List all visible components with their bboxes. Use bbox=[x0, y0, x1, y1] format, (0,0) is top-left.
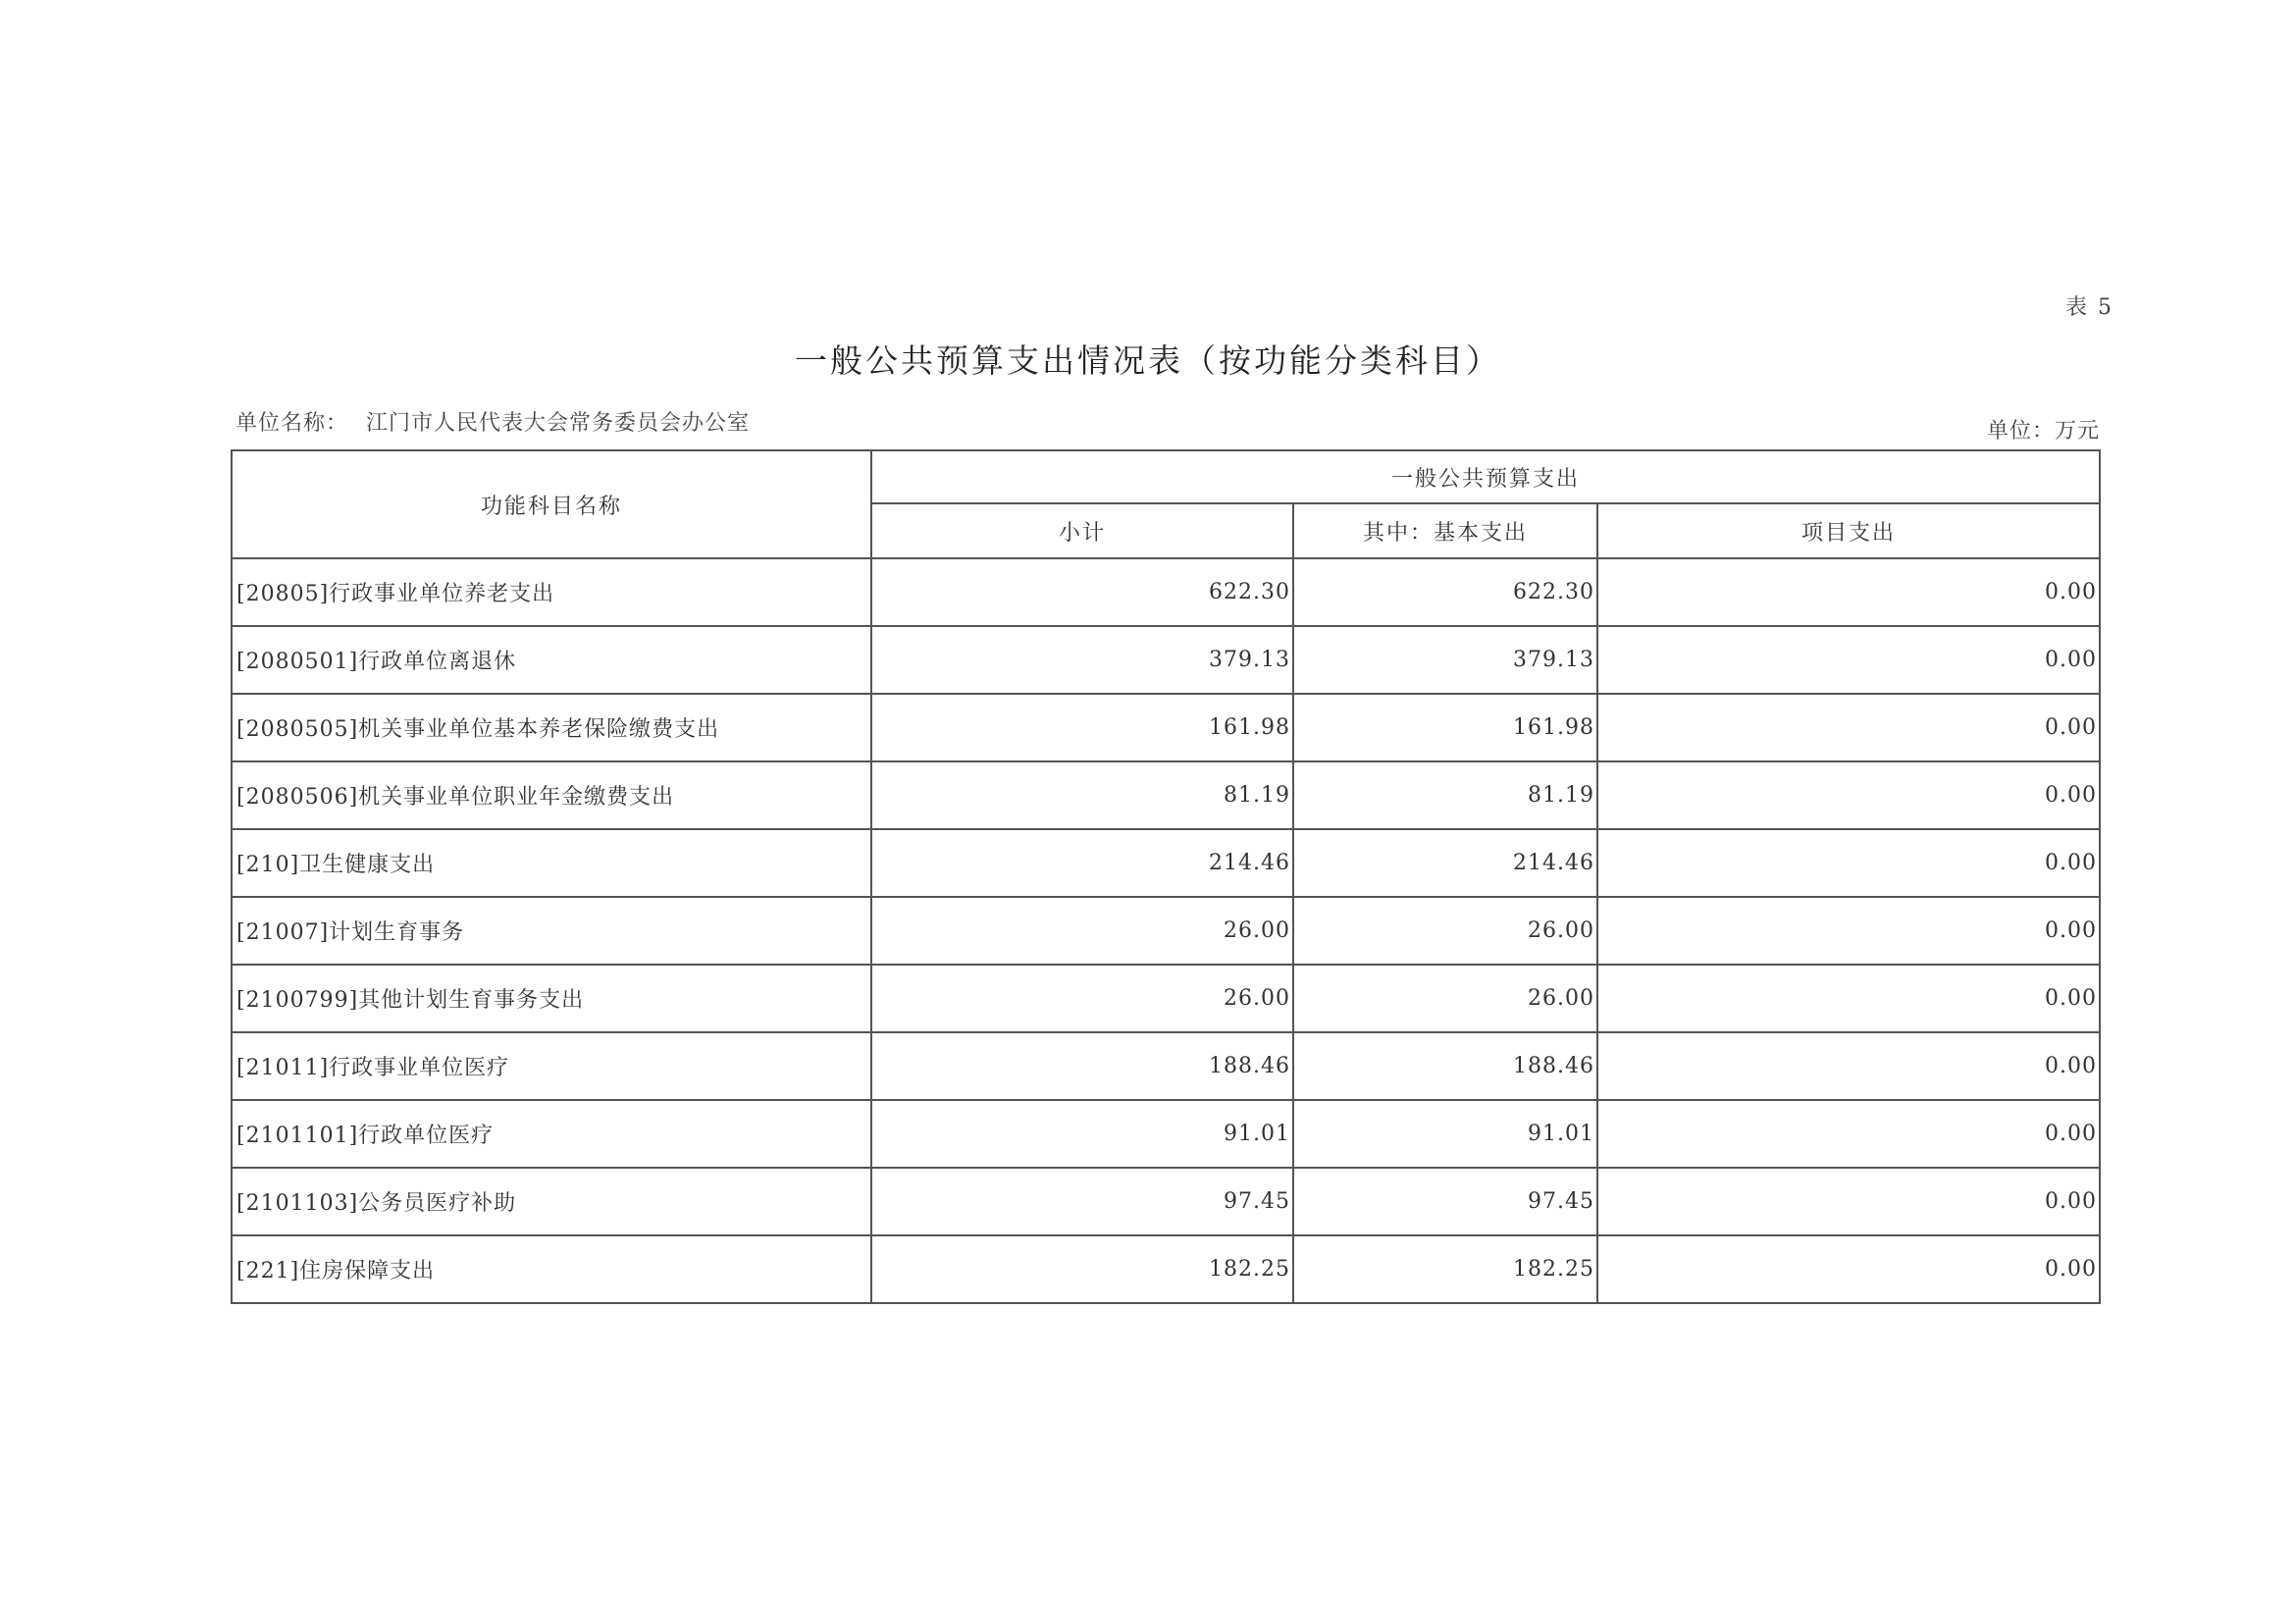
table-row bbox=[232, 558, 2100, 626]
row-name-cell: [21011]行政事业单位医疗 bbox=[232, 1032, 871, 1100]
currency-unit: 单位：万元 bbox=[1986, 419, 2100, 444]
document-title: 一般公共预算支出情况表（按功能分类科目） bbox=[795, 341, 1501, 380]
row-project-cell: 0.00 bbox=[1597, 761, 2100, 829]
row-project-cell: 0.00 bbox=[1597, 694, 2100, 761]
row-name-cell: [210]卫生健康支出 bbox=[232, 829, 871, 897]
row-subtotal-cell: 81.19 bbox=[871, 761, 1293, 829]
table-row bbox=[232, 897, 2100, 965]
table-row bbox=[232, 761, 2100, 829]
row-name-cell: [221]住房保障支出 bbox=[232, 1235, 871, 1303]
row-project-cell: 0.00 bbox=[1597, 897, 2100, 965]
row-basic-cell: 622.30 bbox=[1293, 558, 1597, 626]
header-budget-group: 一般公共预算支出 bbox=[871, 450, 2100, 503]
table-row bbox=[232, 829, 2100, 897]
row-basic-cell: 26.00 bbox=[1293, 965, 1597, 1032]
header-function-name: 功能科目名称 bbox=[232, 450, 871, 558]
row-project-cell: 0.00 bbox=[1597, 829, 2100, 897]
row-subtotal-cell: 26.00 bbox=[871, 965, 1293, 1032]
row-name-cell: [2100799]其他计划生育事务支出 bbox=[232, 965, 871, 1032]
table-row bbox=[232, 1235, 2100, 1303]
row-name-cell: [2101101]行政单位医疗 bbox=[232, 1100, 871, 1168]
row-basic-cell: 214.46 bbox=[1293, 829, 1597, 897]
unit-info-line bbox=[235, 406, 2100, 444]
table-row bbox=[232, 1168, 2100, 1235]
org-name: 江门市人民代表大会常务委员会办公室 bbox=[366, 411, 751, 436]
table-row bbox=[232, 694, 2100, 761]
row-project-cell: 0.00 bbox=[1597, 626, 2100, 694]
row-project-cell: 0.00 bbox=[1597, 965, 2100, 1032]
row-name-cell: [2080506]机关事业单位职业年金缴费支出 bbox=[232, 761, 871, 829]
row-subtotal-cell: 214.46 bbox=[871, 829, 1293, 897]
row-project-cell: 0.00 bbox=[1597, 1032, 2100, 1100]
header-subtotal: 小计 bbox=[871, 503, 1293, 558]
row-project-cell: 0.00 bbox=[1597, 558, 2100, 626]
row-basic-cell: 161.98 bbox=[1293, 694, 1597, 761]
table-number: 表 5 bbox=[2065, 295, 2113, 320]
row-subtotal-cell: 97.45 bbox=[871, 1168, 1293, 1235]
row-name-cell: [2080505]机关事业单位基本养老保险缴费支出 bbox=[232, 694, 871, 761]
table-row bbox=[232, 626, 2100, 694]
row-project-cell: 0.00 bbox=[1597, 1100, 2100, 1168]
header-project: 项目支出 bbox=[1597, 503, 2100, 558]
row-basic-cell: 81.19 bbox=[1293, 761, 1597, 829]
row-subtotal-cell: 379.13 bbox=[871, 626, 1293, 694]
row-subtotal-cell: 161.98 bbox=[871, 694, 1293, 761]
row-project-cell: 0.00 bbox=[1597, 1235, 2100, 1303]
row-basic-cell: 26.00 bbox=[1293, 897, 1597, 965]
table-row bbox=[232, 1100, 2100, 1168]
row-name-cell: [2101103]公务员医疗补助 bbox=[232, 1168, 871, 1235]
budget-table bbox=[231, 449, 2101, 1304]
row-subtotal-cell: 26.00 bbox=[871, 897, 1293, 965]
row-project-cell: 0.00 bbox=[1597, 1168, 2100, 1235]
row-subtotal-cell: 91.01 bbox=[871, 1100, 1293, 1168]
row-basic-cell: 182.25 bbox=[1293, 1235, 1597, 1303]
table-row bbox=[232, 965, 2100, 1032]
row-name-cell: [2080501]行政单位离退休 bbox=[232, 626, 871, 694]
row-subtotal-cell: 188.46 bbox=[871, 1032, 1293, 1100]
row-subtotal-cell: 622.30 bbox=[871, 558, 1293, 626]
row-subtotal-cell: 182.25 bbox=[871, 1235, 1293, 1303]
header-basic: 其中：基本支出 bbox=[1293, 503, 1597, 558]
row-basic-cell: 188.46 bbox=[1293, 1032, 1597, 1100]
row-basic-cell: 379.13 bbox=[1293, 626, 1597, 694]
row-name-cell: [20805]行政事业单位养老支出 bbox=[232, 558, 871, 626]
row-basic-cell: 97.45 bbox=[1293, 1168, 1597, 1235]
org-label: 单位名称： bbox=[235, 411, 349, 436]
row-basic-cell: 91.01 bbox=[1293, 1100, 1597, 1168]
table-row bbox=[232, 1032, 2100, 1100]
row-name-cell: [21007]计划生育事务 bbox=[232, 897, 871, 965]
